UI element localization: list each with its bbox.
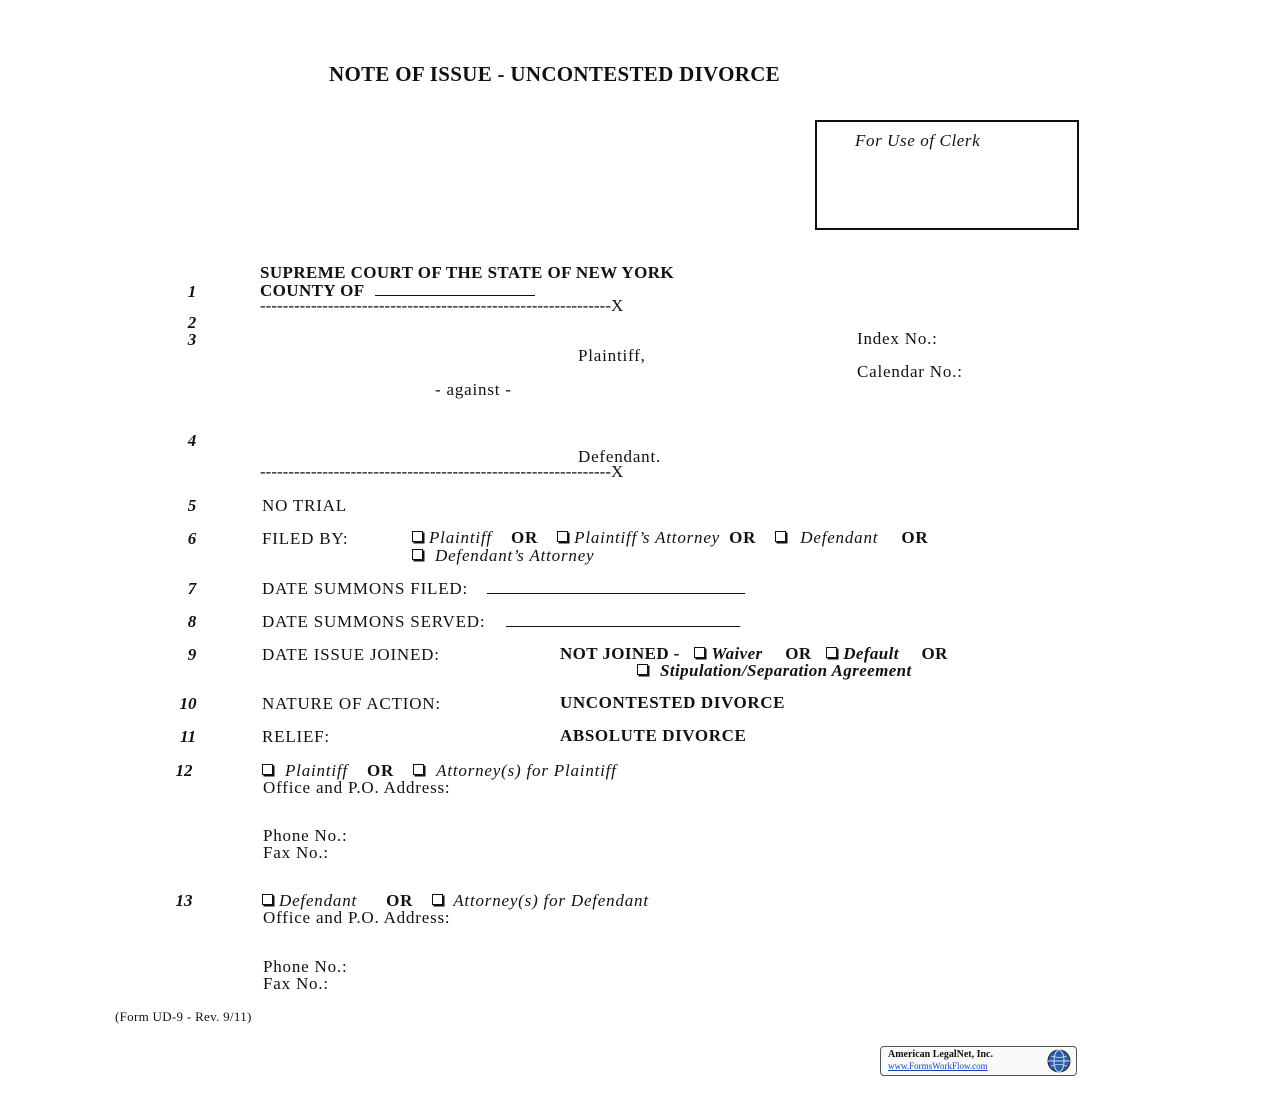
date-summons-filed-blank[interactable]	[487, 593, 745, 594]
filed-by-plaintiff-attorney-checkbox[interactable]	[557, 531, 568, 542]
or-label: OR	[921, 644, 948, 663]
waiver-checkbox[interactable]	[694, 647, 705, 658]
or-label: OR	[901, 528, 929, 547]
date-issue-joined-label: DATE ISSUE JOINED:	[262, 645, 440, 664]
or-label: OR	[386, 891, 414, 910]
filed-by-defendant-attorney-checkbox[interactable]	[412, 549, 423, 560]
section12-attorney-label: Attorney(s) for Plaintiff	[436, 761, 617, 780]
filed-by-plaintiff-attorney-label: Plaintiff’s Attorney	[574, 528, 721, 547]
plaintiff-label: Plaintiff,	[578, 346, 646, 365]
clerk-use-box	[815, 120, 1079, 230]
section12-phone-label: Phone No.:	[263, 826, 348, 845]
line-number-10: 10	[179, 694, 197, 713]
against-label: - against -	[435, 380, 512, 399]
date-summons-filed-label: DATE SUMMONS FILED:	[262, 579, 468, 598]
date-summons-served-row	[262, 612, 740, 632]
filed-by-label: FILED BY:	[262, 529, 349, 548]
court-name: SUPREME COURT OF THE STATE OF NEW YORK	[260, 263, 675, 282]
nature-of-action-value: UNCONTESTED DIVORCE	[560, 693, 786, 712]
caption-separator-bottom: --------------------------------------------------------------X	[260, 462, 624, 481]
calendar-no-label: Calendar No.:	[857, 362, 963, 381]
relief-label: RELIEF:	[262, 727, 330, 746]
default-checkbox[interactable]	[826, 647, 837, 658]
or-label: OR	[729, 528, 757, 547]
section13-attorney-label: Attorney(s) for Defendant	[453, 891, 649, 910]
line-number-3: 3	[187, 330, 197, 349]
caption-separator-top: --------------------------------------------------------------X	[260, 296, 624, 315]
line-number-2: 2	[187, 313, 197, 332]
no-trial: NO TRIAL	[262, 496, 347, 515]
index-no-label: Index No.:	[857, 329, 938, 348]
or-label: OR	[785, 644, 812, 663]
filed-by-options-row2	[412, 546, 594, 566]
not-joined-label: NOT JOINED -	[560, 644, 680, 663]
date-summons-served-label: DATE SUMMONS SERVED:	[262, 612, 486, 631]
publisher-name: American LegalNet, Inc.	[888, 1049, 993, 1060]
line-number-11: 11	[179, 727, 197, 746]
page-title: NOTE OF ISSUE - UNCONTESTED DIVORCE	[329, 62, 780, 86]
globe-icon	[1046, 1048, 1072, 1074]
line-number-8: 8	[187, 612, 197, 631]
or-label: OR	[367, 761, 395, 780]
section13-fax-label: Fax No.:	[263, 974, 329, 993]
filed-by-defendant-checkbox[interactable]	[775, 531, 786, 542]
section12-address-label: Office and P.O. Address:	[263, 778, 451, 797]
form-id: (Form UD-9 - Rev. 9/11)	[115, 1009, 252, 1024]
stipulation-checkbox[interactable]	[637, 664, 648, 675]
county-label: COUNTY OF	[260, 281, 364, 300]
section13-party-label: Defendant	[279, 891, 358, 910]
section13-phone-label: Phone No.:	[263, 957, 348, 976]
line-number-9: 9	[187, 645, 197, 664]
line-number-4: 4	[187, 431, 197, 450]
issue-joined-options-row2	[637, 661, 912, 681]
default-label: Default	[843, 644, 899, 663]
section12-fax-label: Fax No.:	[263, 843, 329, 862]
filed-by-options-row1	[412, 528, 928, 548]
waiver-label: Waiver	[711, 644, 763, 663]
clerk-box-label: For Use of Clerk	[855, 131, 981, 150]
stipulation-label: Stipulation/Separation Agreement	[660, 661, 912, 680]
filed-by-defendant-attorney-label: Defendant’s Attorney	[435, 546, 595, 565]
defendant-label: Defendant.	[578, 447, 662, 466]
section13-party-checkbox[interactable]	[262, 894, 273, 905]
line-number-7: 7	[187, 579, 197, 598]
section13-attorney-checkbox[interactable]	[432, 894, 443, 905]
section13-address-label: Office and P.O. Address:	[263, 908, 451, 927]
section12-attorney-checkbox[interactable]	[413, 764, 424, 775]
line-number-1: 1	[187, 282, 197, 301]
date-summons-filed-row	[262, 579, 745, 599]
or-label: OR	[511, 528, 539, 547]
filed-by-defendant-label: Defendant	[800, 528, 879, 547]
filed-by-plaintiff-label: Plaintiff	[429, 528, 492, 547]
line-number-6: 6	[187, 529, 197, 548]
publisher-badge[interactable]	[880, 1046, 1077, 1076]
date-summons-served-blank[interactable]	[506, 626, 740, 627]
line-number-13: 13	[175, 891, 193, 910]
filed-by-plaintiff-checkbox[interactable]	[412, 531, 423, 542]
line-number-5: 5	[187, 496, 197, 515]
nature-of-action-label: NATURE OF ACTION:	[262, 694, 441, 713]
relief-value: ABSOLUTE DIVORCE	[560, 726, 747, 745]
publisher-link[interactable]: www.FormsWorkFlow.com	[888, 1061, 988, 1071]
section12-party-label: Plaintiff	[285, 761, 348, 780]
line-number-12: 12	[175, 761, 193, 780]
section12-party-checkbox[interactable]	[262, 764, 273, 775]
